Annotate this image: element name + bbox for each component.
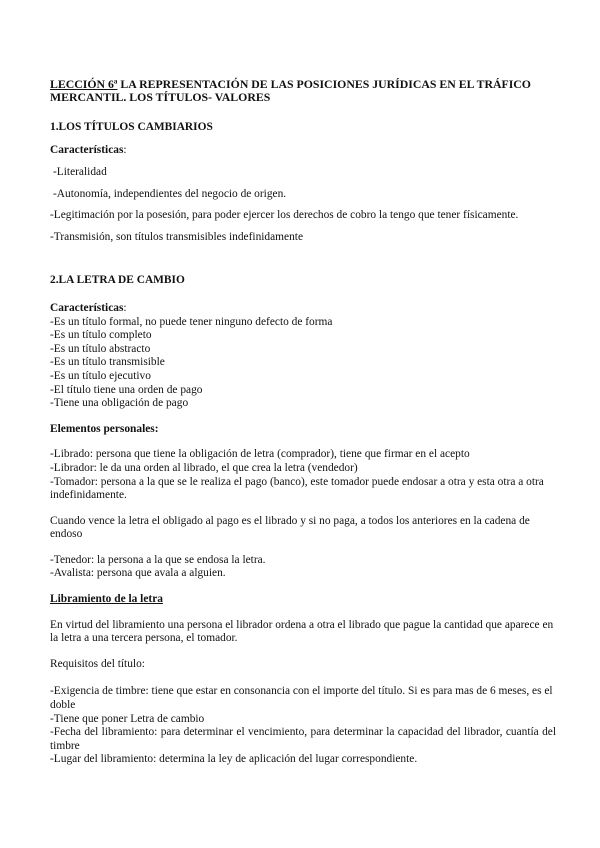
section1-characteristics-label <box>50 144 556 158</box>
list-item: -Es un título completo <box>50 329 152 342</box>
characteristics-colon: : <box>123 301 127 314</box>
maturity-paragraph: Cuando vence la letra el obligado al pago es el librado y si no paga, a todos los anteriores en la cadena de endoso <box>50 514 530 541</box>
list-item: -Es un título formal, no puede tener ninguno defecto de forma <box>50 315 333 328</box>
list-item: -Avalista: persona que avala a alguien. <box>50 567 226 580</box>
section2-characteristics-label <box>50 302 556 316</box>
characteristics-label: Características <box>50 301 124 314</box>
list-item: -Exigencia de timbre: tiene que estar en consonancia con el importe del título. Si es para mas de 6 meses, es el doble <box>50 685 553 712</box>
list-item: -Es un título transmisible <box>50 356 165 369</box>
section2-heading: 2.LA LETRA DE CAMBIO <box>50 274 185 287</box>
list-item: -Tenedor: la persona a la que se endosa la letra. <box>50 553 266 566</box>
personal-elements-heading: Elementos personales: <box>50 422 159 435</box>
list-item: -Autonomía, independientes del negocio de origen. <box>53 187 287 200</box>
list-item: -Es un título ejecutivo <box>50 369 151 382</box>
drawing-heading: Libramiento de la letra <box>50 593 163 606</box>
list-item: -El título tiene una orden de pago <box>50 383 203 396</box>
list-item: -Transmisión, son títulos transmisibles indefinidamente <box>50 230 304 243</box>
list-item: -Literalidad <box>53 166 107 178</box>
drawing-paragraph: En virtud del libramiento una persona el librador ordena a otra el librado que pague la cantidad que aparece en la letra a una tercera persona, el tomador. <box>50 618 554 645</box>
lesson-label: LECCIÓN 6ª <box>50 77 118 91</box>
list-item: -Tomador: persona a la que se le realiza el pago (banco), este tomador puede endosar a otra y esta otra a otra indefinidamente. <box>50 475 544 502</box>
requirements-label: Requisitos del título: <box>50 657 145 670</box>
list-item: -Librador: le da una orden al librado, el que crea la letra (vendedor) <box>50 461 358 474</box>
list-item: -Lugar del libramiento: determina la ley de aplicación del lugar correspondiente. <box>50 753 418 766</box>
list-item: -Librado: persona que tiene la obligación de letra (comprador), tiene que firmar en el acepto <box>50 448 470 461</box>
section1-heading: 1.LOS TÍTULOS CAMBIARIOS <box>50 120 213 133</box>
list-item: -Es un título abstracto <box>50 342 151 355</box>
list-item: -Fecha del libramiento: para determinar el vencimiento, para determinar la capacidad del librador, cuantía del timbre <box>50 726 556 752</box>
document-page <box>50 78 556 767</box>
characteristics-colon: : <box>123 144 127 157</box>
characteristics-label: Características <box>50 144 124 157</box>
list-item: -Tiene una obligación de pago <box>50 397 189 410</box>
lesson-title <box>50 78 556 105</box>
lesson-title-text: LA REPRESENTACIÓN DE LAS POSICIONES JURÍDICAS EN EL TRÁFICO MERCANTIL. LOS TÍTULOS- VALORES <box>50 77 531 105</box>
list-item: -Tiene que poner Letra de cambio <box>50 712 205 725</box>
list-item: -Legitimación por la posesión, para poder ejercer los derechos de cobro la tengo que tener físicamente. <box>50 209 519 222</box>
